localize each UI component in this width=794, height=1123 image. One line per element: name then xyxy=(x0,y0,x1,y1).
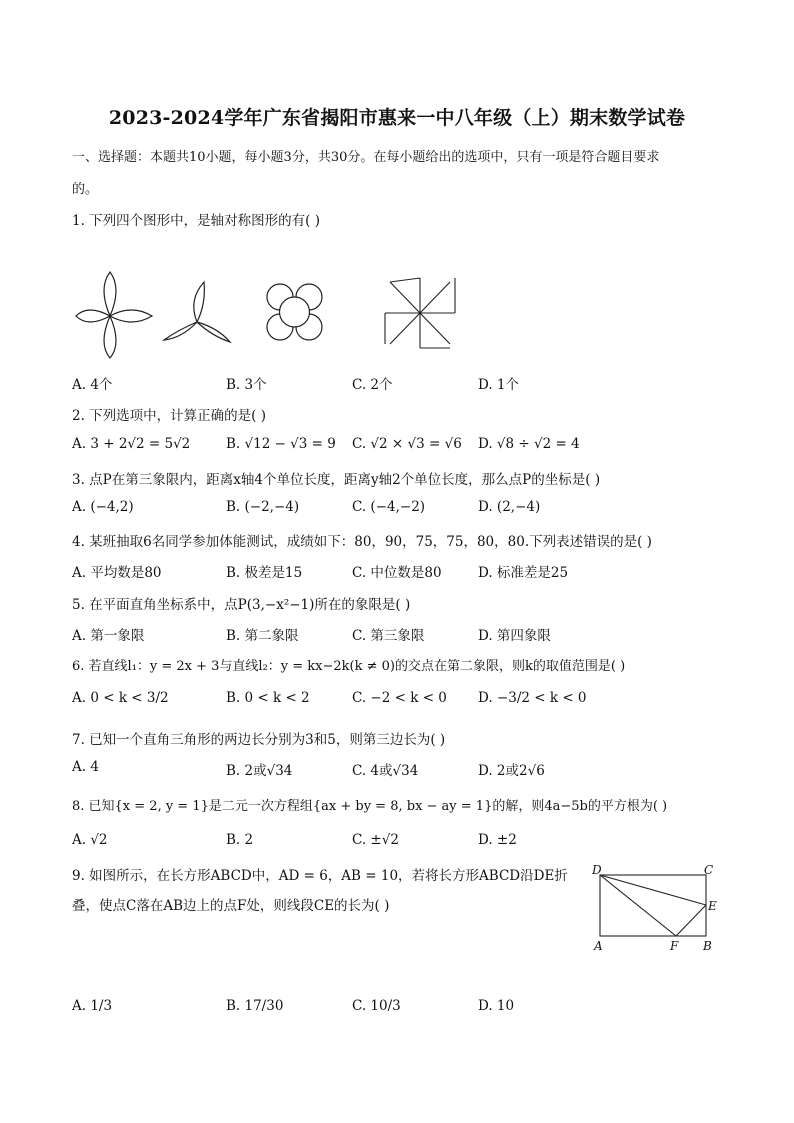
q2-option-a: A. 3 + 2√2 = 5√2 xyxy=(72,436,191,452)
q1-figure-three-blade xyxy=(160,278,234,348)
q7-option-c: C. 4或√34 xyxy=(352,763,419,779)
q6-option-b: B. 0 < k < 2 xyxy=(226,690,310,706)
q5-option-a: A. 第一象限 xyxy=(72,628,145,644)
q1-option-b: B. 3个 xyxy=(226,377,267,393)
q7-option-d: D. 2或2√6 xyxy=(478,763,545,779)
section-header-cont: 的。 xyxy=(72,182,99,197)
q4-option-a: A. 平均数是80 xyxy=(72,565,162,581)
q6-option-d: D. −3/2 < k < 0 xyxy=(478,690,587,706)
q8-option-c: C. ±√2 xyxy=(352,832,399,848)
q7-option-a: A. 4 xyxy=(72,759,99,775)
q5-option-c: C. 第三象限 xyxy=(352,628,425,644)
q2-option-b: B. √12 − √3 = 9 xyxy=(226,436,336,452)
q1-option-a: A. 4个 xyxy=(72,377,113,393)
label-f: F xyxy=(670,939,679,953)
question-4-stem: 4. 某班抽取6名同学参加体能测试，成绩如下：80，90，75，75，80，80.下列表述错误的是( ) xyxy=(72,534,652,550)
q4-option-b: B. 极差是15 xyxy=(226,565,303,581)
label-e: E xyxy=(708,899,717,913)
q5-option-b: B. 第二象限 xyxy=(226,628,299,644)
q9-option-d: D. 10 xyxy=(478,998,515,1014)
q8-option-d: D. ±2 xyxy=(478,832,517,848)
question-7-stem: 7. 已知一个直角三角形的两边长分别为3和5，则第三边长为( ) xyxy=(72,732,446,748)
label-d: D xyxy=(592,863,602,877)
page-title: 2023-2024学年广东省揭阳市惠来一中八年级（上）期末数学试卷 xyxy=(108,107,686,129)
question-2-stem: 2. 下列选项中，计算正确的是( ) xyxy=(72,408,266,424)
label-b: B xyxy=(703,939,712,953)
q4-option-c: C. 中位数是80 xyxy=(352,565,442,581)
question-9-stem: 9. 如图所示，在长方形ABCD中，AD = 6，AB = 10，若将长方形ABCD沿DE折 xyxy=(72,868,568,884)
q5-option-d: D. 第四象限 xyxy=(478,628,551,644)
section-header: 一、选择题：本题共10小题，每小题3分，共30分。在每小题给出的选项中，只有一项是符合题目要求 xyxy=(72,150,660,165)
q9-rectangle-figure xyxy=(588,862,728,956)
q6-option-a: A. 0 < k < 3/2 xyxy=(72,690,169,706)
label-c: C xyxy=(704,863,714,877)
q1-figure-circles xyxy=(262,281,328,345)
q1-option-d: D. 1个 xyxy=(478,377,520,393)
question-9-stem-cont: 叠，使点C落在AB边上的点F处，则线段CE的长为( ) xyxy=(72,898,390,914)
q9-option-b: B. 17/30 xyxy=(226,998,284,1014)
q1-figure-four-petal xyxy=(74,268,156,360)
q9-option-c: C. 10/3 xyxy=(352,998,401,1014)
q6-option-c: C. −2 < k < 0 xyxy=(352,690,447,706)
q3-option-b: B. (−2,−4) xyxy=(226,499,300,515)
q3-option-d: D. (2,−4) xyxy=(478,499,541,515)
question-6-stem: 6. 若直线l₁：y = 2x + 3与直线l₂：y = kx−2k(k ≠ 0)的交点在第二象限，则k的取值范围是( ) xyxy=(72,659,626,674)
q3-option-a: A. (−4,2) xyxy=(72,499,134,515)
q8-option-a: A. √2 xyxy=(72,832,108,848)
q4-option-d: D. 标准差是25 xyxy=(478,565,569,581)
q9-option-a: A. 1/3 xyxy=(72,998,113,1014)
question-1-stem: 1. 下列四个图形中，是轴对称图形的有( ) xyxy=(72,213,320,229)
q1-figure-pinwheel xyxy=(382,274,458,352)
q1-option-c: C. 2个 xyxy=(352,377,393,393)
q7-option-b: B. 2或√34 xyxy=(226,763,293,779)
label-a: A xyxy=(594,939,603,953)
q8-option-b: B. 2 xyxy=(226,832,254,848)
q3-option-c: C. (−4,−2) xyxy=(352,499,426,515)
question-5-stem: 5. 在平面直角坐标系中，点P(3,−x²−1)所在的象限是( ) xyxy=(72,597,411,613)
q2-option-c: C. √2 × √3 = √6 xyxy=(352,436,462,452)
question-8-stem: 8. 已知{x = 2, y = 1}是二元一次方程组{ax + by = 8, bx − ay = 1}的解，则4a−5b的平方根为( ) xyxy=(72,799,668,814)
question-3-stem: 3. 点P在第三象限内，距离x轴4个单位长度，距离y轴2个单位长度，那么点P的坐标是( ) xyxy=(72,472,601,488)
q2-option-d: D. √8 ÷ √2 = 4 xyxy=(478,436,580,452)
